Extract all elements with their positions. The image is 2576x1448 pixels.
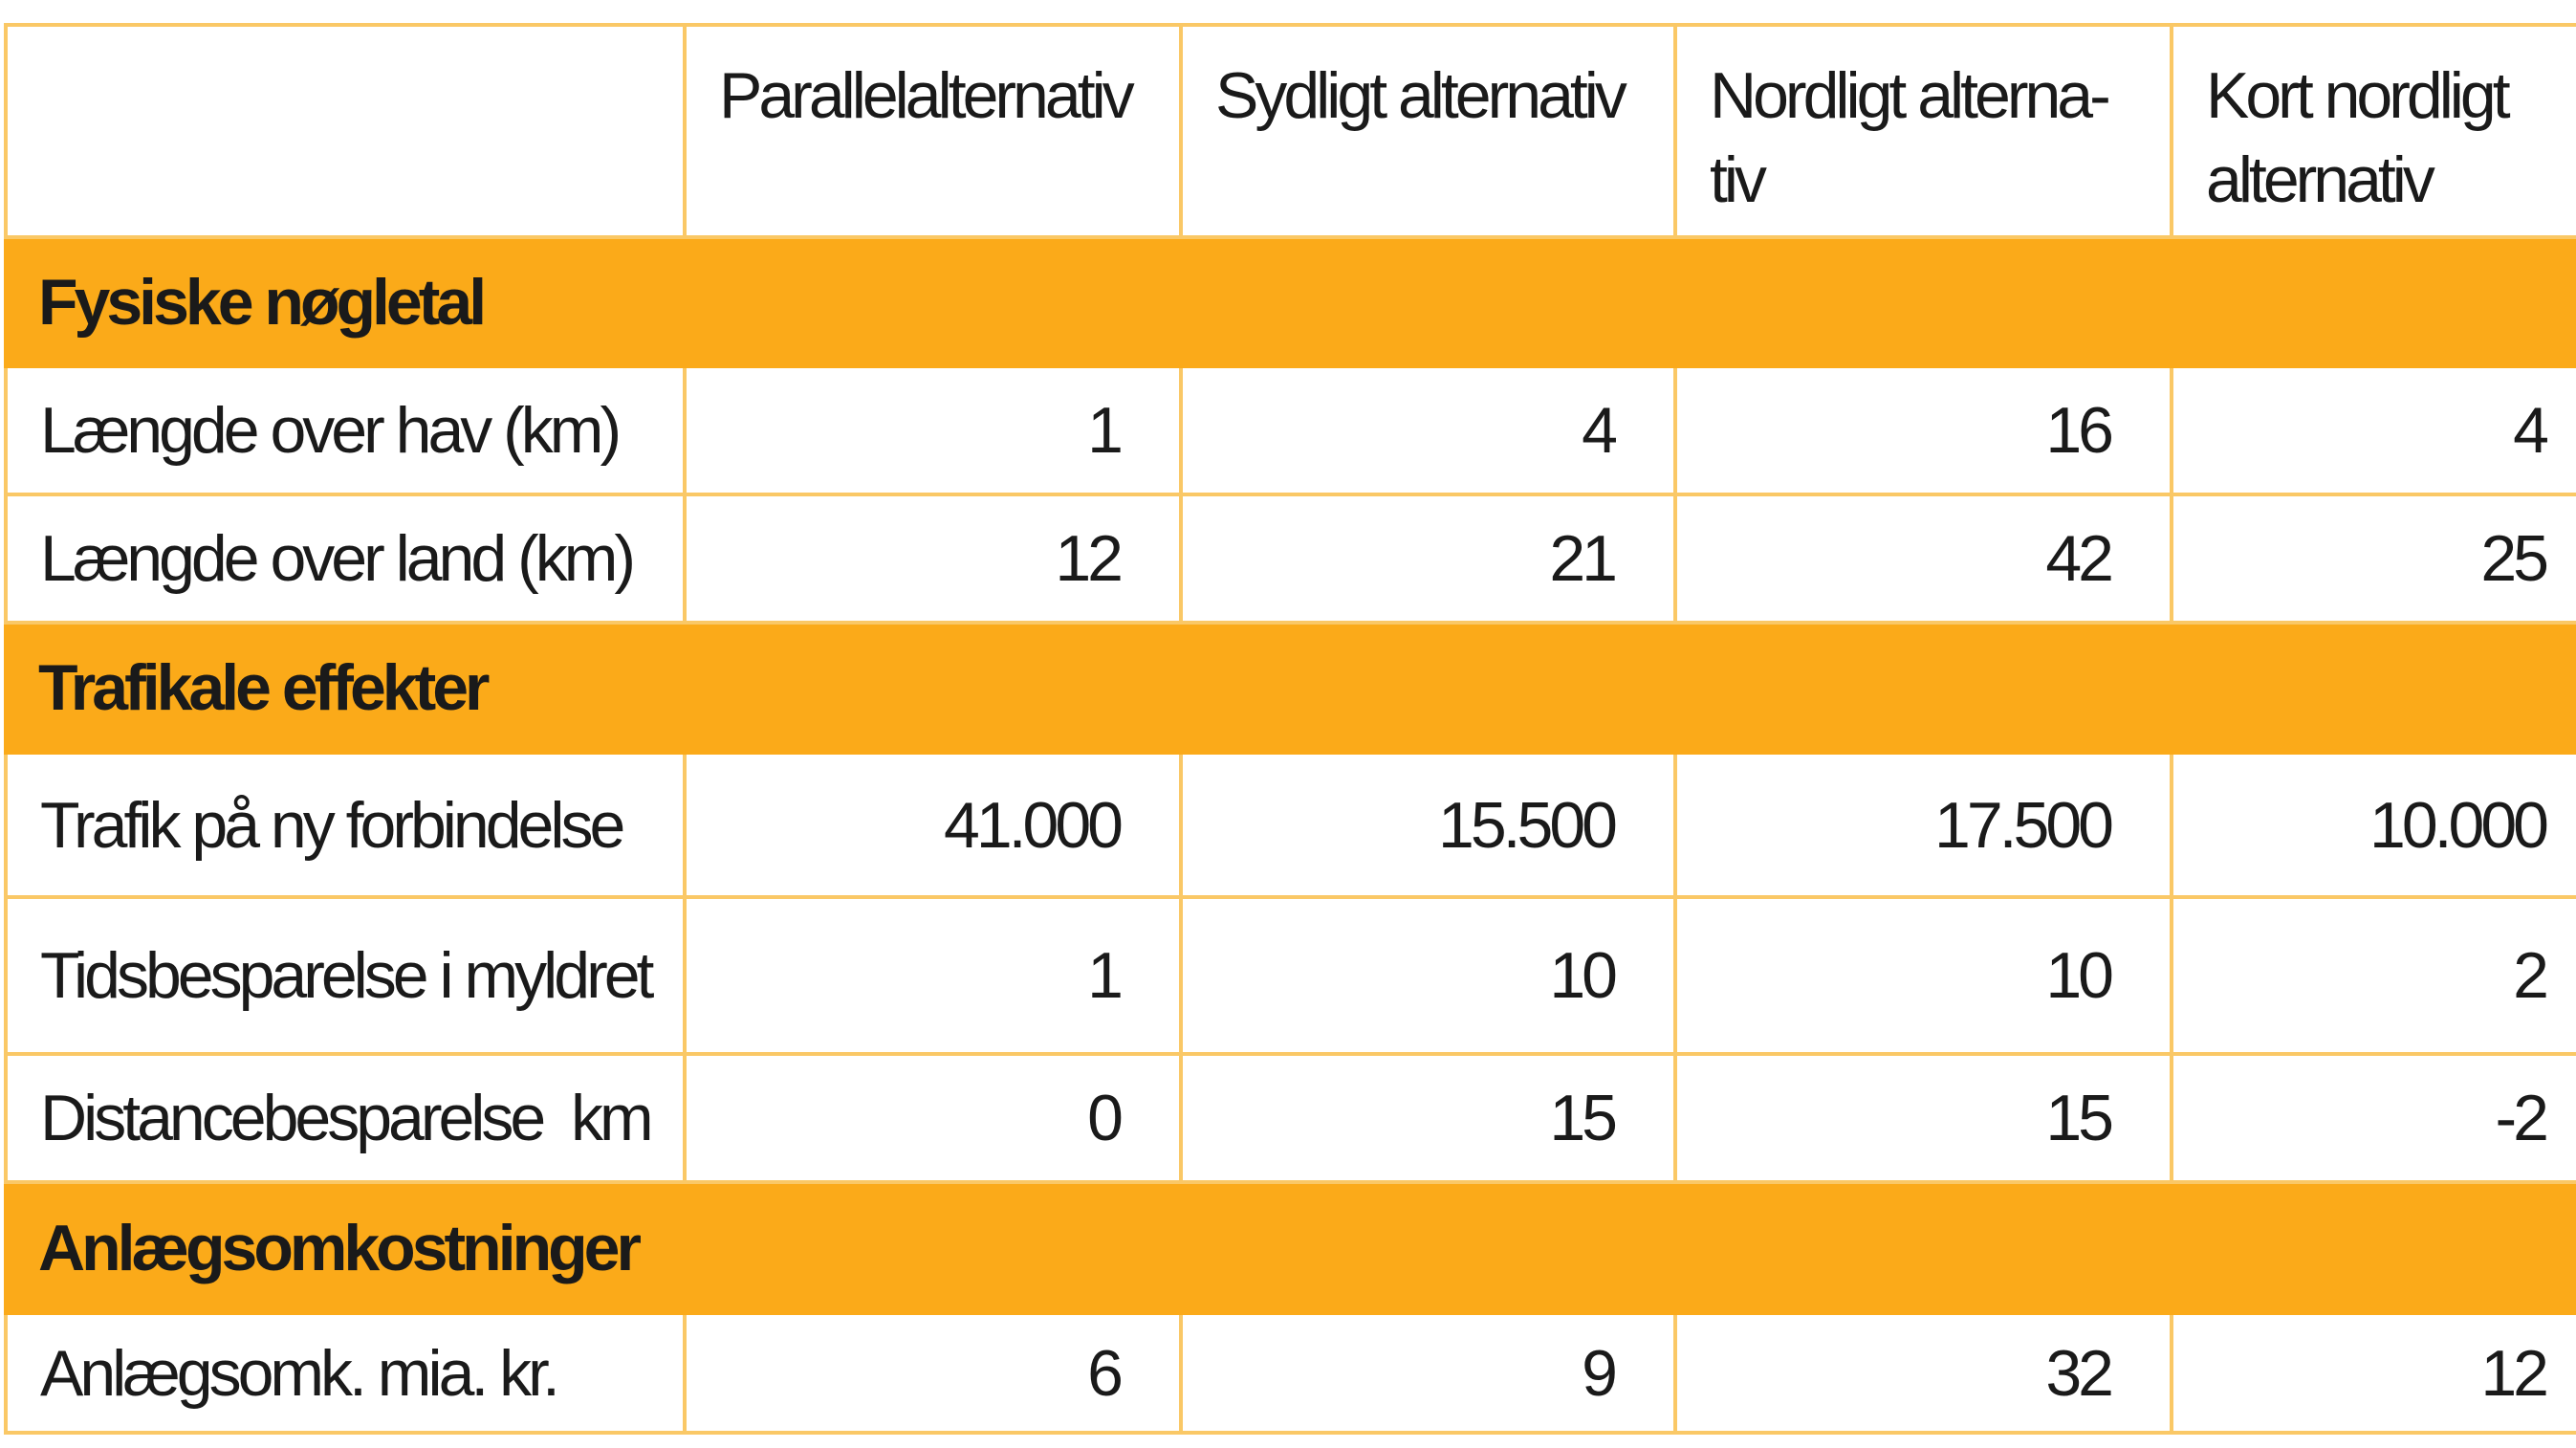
cell-value: 15 [1181,1054,1675,1182]
cell-value: 42 [1675,494,2172,623]
cell-value: 4 [2172,366,2576,494]
header-cell: Sydligt alternativ [1181,25,1675,237]
table-row [6,1054,2576,1182]
row-label: Længde over land (km) [6,494,685,623]
section-row [6,1182,2576,1313]
table-row [6,753,2576,897]
cell-value: 9 [1181,1313,1675,1433]
header-cell: Kort nordligt alternativ [2172,25,2576,237]
cell-value: 41.000 [685,753,1181,897]
section-row [6,237,2576,366]
cell-value: 10.000 [2172,753,2576,897]
cell-value: 1 [685,366,1181,494]
cell-value: -2 [2172,1054,2576,1182]
cell-value: 10 [1675,897,2172,1054]
cell-value: 17.500 [1675,753,2172,897]
row-label: Tidsbesparelse i myldret [6,897,685,1054]
cell-value: 12 [2172,1313,2576,1433]
section-title: Anlægsomkostninger [6,1182,2576,1313]
table-row [6,897,2576,1054]
cell-value: 1 [685,897,1181,1054]
row-label: Længde over hav (km) [6,366,685,494]
table-row [6,494,2576,623]
row-label: Anlægsomk. mia. kr. [6,1313,685,1433]
header-cell: Parallelalternativ [685,25,1181,237]
cell-value: 15 [1675,1054,2172,1182]
cell-value: 0 [685,1054,1181,1182]
table-row [6,1313,2576,1433]
comparison-table [4,23,2576,1435]
cell-value: 21 [1181,494,1675,623]
row-label: Trafik på ny forbindelse [6,753,685,897]
section-title: Trafikale effekter [6,623,2576,753]
section-title: Fysiske nøgletal [6,237,2576,366]
cell-value: 32 [1675,1313,2172,1433]
header-row [6,25,2576,237]
cell-value: 4 [1181,366,1675,494]
cell-value: 25 [2172,494,2576,623]
cell-value: 6 [685,1313,1181,1433]
cell-value: 2 [2172,897,2576,1054]
section-row [6,623,2576,753]
cell-value: 12 [685,494,1181,623]
row-label: Distancebesparelse km [6,1054,685,1182]
cell-value: 16 [1675,366,2172,494]
cell-value: 15.500 [1181,753,1675,897]
cell-value: 10 [1181,897,1675,1054]
table-row [6,366,2576,494]
header-cell-empty [6,25,685,237]
header-cell: Nordligt alterna-tiv [1675,25,2172,237]
